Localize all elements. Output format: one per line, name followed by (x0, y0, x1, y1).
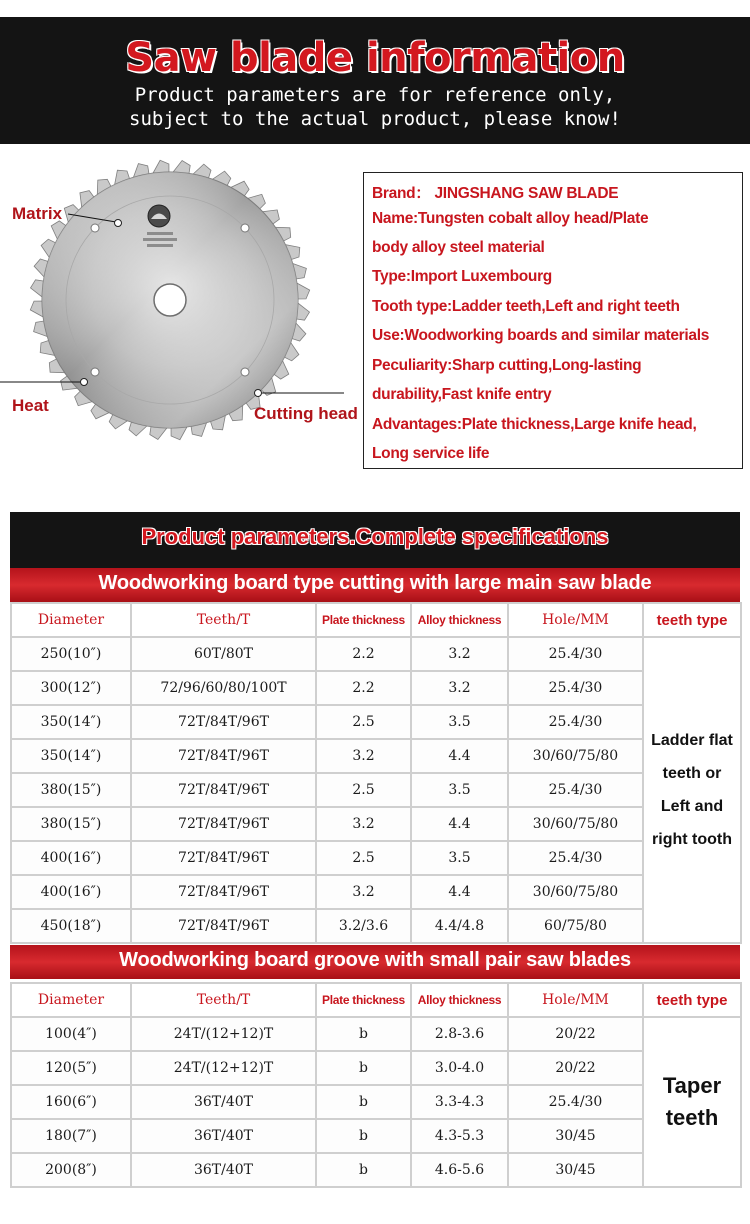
teeth-type-line: Left and (660, 798, 724, 815)
cell-diameter: 160(6″) (11, 1085, 131, 1119)
saw-blade-illustration (0, 158, 362, 468)
teeth-type-line: Taper (662, 1073, 722, 1098)
cell-alloy: 3.3-4.3 (411, 1085, 508, 1119)
cell-alloy: 4.4 (411, 875, 508, 909)
cell-hole: 30/60/75/80 (508, 739, 643, 773)
cell-plate: 2.2 (316, 637, 411, 671)
header-plate-thickness: Plate thickness (316, 983, 411, 1017)
table1-header-row (11, 603, 741, 637)
table2-title-bar (10, 945, 740, 979)
cell-plate: b (316, 1119, 411, 1153)
table2-header-row (11, 983, 741, 1017)
cell-alloy: 2.8-3.6 (411, 1017, 508, 1051)
cell-hole: 25.4/30 (508, 705, 643, 739)
table-row (11, 1119, 741, 1153)
header-diameter: Diameter (11, 603, 131, 637)
info-line: Tooth type:Ladder teeth,Left and right teeth (372, 298, 680, 315)
teeth-type-line: Ladder flat (651, 732, 733, 749)
cell-diameter: 400(16″) (11, 841, 131, 875)
cell-hole: 60/75/80 (508, 909, 643, 943)
cell-teeth: 72T/84T/96T (131, 841, 316, 875)
cell-alloy: 3.5 (411, 773, 508, 807)
cell-plate: 3.2 (316, 739, 411, 773)
top-banner (0, 17, 750, 144)
cell-hole: 30/45 (508, 1119, 643, 1153)
cell-plate: b (316, 1051, 411, 1085)
header-teeth-type: teeth type (643, 983, 741, 1017)
cell-teeth: 36T/40T (131, 1119, 316, 1153)
table1-title-bar (10, 568, 740, 602)
cell-alloy: 3.2 (411, 671, 508, 705)
cell-diameter: 120(5″) (11, 1051, 131, 1085)
header-alloy-thickness: Alloy thickness (411, 983, 508, 1017)
cell-diameter: 380(15″) (11, 807, 131, 841)
cell-diameter: 100(4″) (11, 1017, 131, 1051)
info-line: Peculiarity:Sharp cutting,Long-lasting (372, 357, 642, 374)
cell-teeth: 72/96/60/80/100T (131, 671, 316, 705)
table-row (11, 705, 741, 739)
cell-plate: 2.5 (316, 773, 411, 807)
cell-teeth: 72T/84T/96T (131, 807, 316, 841)
info-line: body alloy steel material (372, 239, 545, 256)
cell-diameter: 300(12″) (11, 671, 131, 705)
info-line: Type:Import Luxembourg (372, 268, 552, 285)
table-row (11, 841, 741, 875)
cell-plate: 2.5 (316, 841, 411, 875)
cell-teeth-type-ladder (643, 637, 741, 943)
table-row (11, 1017, 741, 1051)
table2-spec-table (10, 982, 742, 1188)
cell-alloy: 3.2 (411, 637, 508, 671)
header-teeth-type: teeth type (643, 603, 741, 637)
header-plate-thickness: Plate thickness (316, 603, 411, 637)
table-row (11, 875, 741, 909)
table-row (11, 807, 741, 841)
cell-plate: 3.2/3.6 (316, 909, 411, 943)
cell-hole: 30/60/75/80 (508, 875, 643, 909)
teeth-type-line: teeth (665, 1105, 719, 1130)
cell-plate: 3.2 (316, 875, 411, 909)
info-line: Brand： JINGSHANG SAW BLADE (372, 185, 619, 202)
cell-plate: b (316, 1017, 411, 1051)
table1-title: Woodworking board type cutting with large main saw blade (98, 572, 652, 594)
cell-hole: 20/22 (508, 1017, 643, 1051)
cell-diameter: 250(10″) (11, 637, 131, 671)
label-heat: Heat (12, 396, 49, 415)
cell-alloy: 4.4 (411, 739, 508, 773)
info-line: Use:Woodworking boards and similar materials (372, 327, 710, 344)
cell-alloy: 3.5 (411, 705, 508, 739)
cell-teeth: 36T/40T (131, 1085, 316, 1119)
cell-hole: 25.4/30 (508, 1085, 643, 1119)
cell-diameter: 350(14″) (11, 705, 131, 739)
cell-teeth: 60T/80T (131, 637, 316, 671)
header-alloy-thickness: Alloy thickness (411, 603, 508, 637)
info-line: durability,Fast knife entry (372, 386, 552, 403)
cell-hole: 25.4/30 (508, 841, 643, 875)
cell-teeth: 36T/40T (131, 1153, 316, 1187)
product-parameters-header (10, 512, 740, 569)
header-teeth: Teeth/T (131, 603, 316, 637)
cell-diameter: 380(15″) (11, 773, 131, 807)
banner-title: Saw blade information (125, 35, 625, 81)
product-info-box (363, 172, 743, 469)
cell-plate: b (316, 1153, 411, 1187)
cell-plate: 2.5 (316, 705, 411, 739)
cell-alloy: 4.6-5.6 (411, 1153, 508, 1187)
teeth-type-line: teeth or (662, 765, 722, 782)
label-matrix: Matrix (12, 204, 63, 223)
cell-diameter: 350(14″) (11, 739, 131, 773)
header-hole: Hole/MM (508, 603, 643, 637)
header-hole: Hole/MM (508, 983, 643, 1017)
cell-plate: b (316, 1085, 411, 1119)
cell-teeth: 24T/(12+12)T (131, 1017, 316, 1051)
product-parameters-title: Product parameters.Complete specifications (141, 524, 609, 549)
cell-plate: 2.2 (316, 671, 411, 705)
cell-diameter: 200(8″) (11, 1153, 131, 1187)
cell-teeth: 72T/84T/96T (131, 909, 316, 943)
blade-center-hole (154, 284, 186, 316)
table2-title: Woodworking board groove with small pair saw blades (119, 949, 631, 971)
info-line: Name:Tungsten cobalt alloy head/Plate (372, 210, 649, 227)
cell-plate: 3.2 (316, 807, 411, 841)
table-row (11, 637, 741, 671)
cell-hole: 30/45 (508, 1153, 643, 1187)
banner-subtitle-line1: Product parameters are for reference only, (134, 84, 616, 106)
header-diameter: Diameter (11, 983, 131, 1017)
table-row (11, 909, 741, 943)
cell-hole: 25.4/30 (508, 637, 643, 671)
table-row (11, 773, 741, 807)
teeth-type-line: right tooth (652, 831, 732, 848)
cell-diameter: 180(7″) (11, 1119, 131, 1153)
cell-alloy: 4.4/4.8 (411, 909, 508, 943)
info-line: Long service life (372, 445, 490, 462)
banner-subtitle-line2: subject to the actual product, please know! (129, 108, 621, 130)
table-row (11, 671, 741, 705)
cell-alloy: 3.0-4.0 (411, 1051, 508, 1085)
cell-teeth: 72T/84T/96T (131, 773, 316, 807)
cell-teeth: 72T/84T/96T (131, 875, 316, 909)
cell-teeth: 24T/(12+12)T (131, 1051, 316, 1085)
cell-teeth-type-taper (643, 1017, 741, 1187)
table-row (11, 1153, 741, 1187)
cell-hole: 20/22 (508, 1051, 643, 1085)
cell-alloy: 4.4 (411, 807, 508, 841)
info-line: Advantages:Plate thickness,Large knife head, (372, 416, 697, 433)
cell-teeth: 72T/84T/96T (131, 705, 316, 739)
table-row (11, 739, 741, 773)
header-teeth: Teeth/T (131, 983, 316, 1017)
cell-teeth: 72T/84T/96T (131, 739, 316, 773)
label-cutting-head: Cutting head (254, 404, 358, 423)
cell-hole: 30/60/75/80 (508, 807, 643, 841)
table-row (11, 1085, 741, 1119)
cell-alloy: 4.3-5.3 (411, 1119, 508, 1153)
cell-diameter: 450(18″) (11, 909, 131, 943)
cell-alloy: 3.5 (411, 841, 508, 875)
cell-hole: 25.4/30 (508, 773, 643, 807)
cell-hole: 25.4/30 (508, 671, 643, 705)
table1-spec-table (10, 602, 742, 944)
table-row (11, 1051, 741, 1085)
cell-diameter: 400(16″) (11, 875, 131, 909)
